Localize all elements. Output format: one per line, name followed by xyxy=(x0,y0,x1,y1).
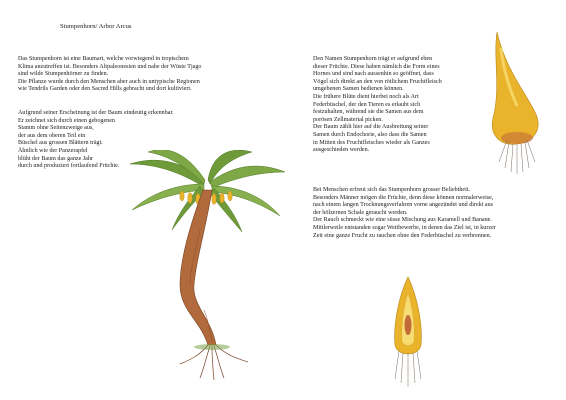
curved-trunk xyxy=(180,190,216,345)
intro-paragraph: Das Stumpenhorn ist eine Baumart, welche vorwiegend in tropischem Klima anzutreffen ist. Besonders Altpaleonesien und nahe der Wüste Tjago sind wilde Stumpenhörner zu finden. Die Pflanze wurde durch den Menschen aber auch in untypische Regionen wie Tendrils Garden oder den Sacred Hills gebracht und dort kultiviert. xyxy=(18,56,202,93)
horn-fruit-illustration xyxy=(483,28,553,178)
appearance-paragraph: Aufgrund seiner Erscheinung ist der Baum eindeutig erkennbar. Er zeichnet sich durch einen gebogenen Stamm ohne Seitenzweige aus, der aus dem oberen Teil ein Büschel aus grossen Blättern trägt. Ähnlich wie der Panzerapfel blüht der Baum das ganze Jahr durch und produziert fortlaufend Früchte. xyxy=(18,110,174,170)
fruit-paragraph: Den Namen Stumpenhorn trägt er aufgrund eben dieser Früchte. Diese haben nämlich die Form eines Hornes und sind nach aussenhin so geöffnet, dass Vögel sich direkt an den von rötlichem Fruchtfleisch umgebenen Samen bedienen können. Die frühere Blüte dient hierbei noch als Art Federbüschel, der den Tieren es erlaubt sich festzuhalten, während sie die Samen aus dem porösen Zellmaterial picken. Der Baum zählt hier auf die Ausbreitung seiner Samen durch Endochorie, also dass die Samen in Mitten des Fruchtfleisches wieder als Ganzes ausgeschieden werden. xyxy=(313,56,442,154)
right-page xyxy=(283,0,566,400)
fruit-cross-section xyxy=(383,275,433,390)
page-title: Stumpenhorn/ Arbor Arcus xyxy=(60,23,132,30)
tree-illustration xyxy=(120,150,290,380)
human-use-paragraph: Bei Menschen erfreut sich das Stumpenhorn grosser Beliebtheit. Besonders Männer mögen die Früchte, denn diese können normalerweise, nach einem langen Trocknungsverfahren vorne angezündet und direkt aus der hölzernen Schale geraucht werden. Der Rauch schmeckt wie eine süsse Mischung aus Karamell und Banane. Mittlerweile entstanden sogar Wettbewerbe, in denen das Ziel ist, in kurzer Zeit eine ganze Frucht zu rauchen ohne den Federbüschel zu verbrennen. xyxy=(313,187,496,239)
roots xyxy=(180,345,248,380)
